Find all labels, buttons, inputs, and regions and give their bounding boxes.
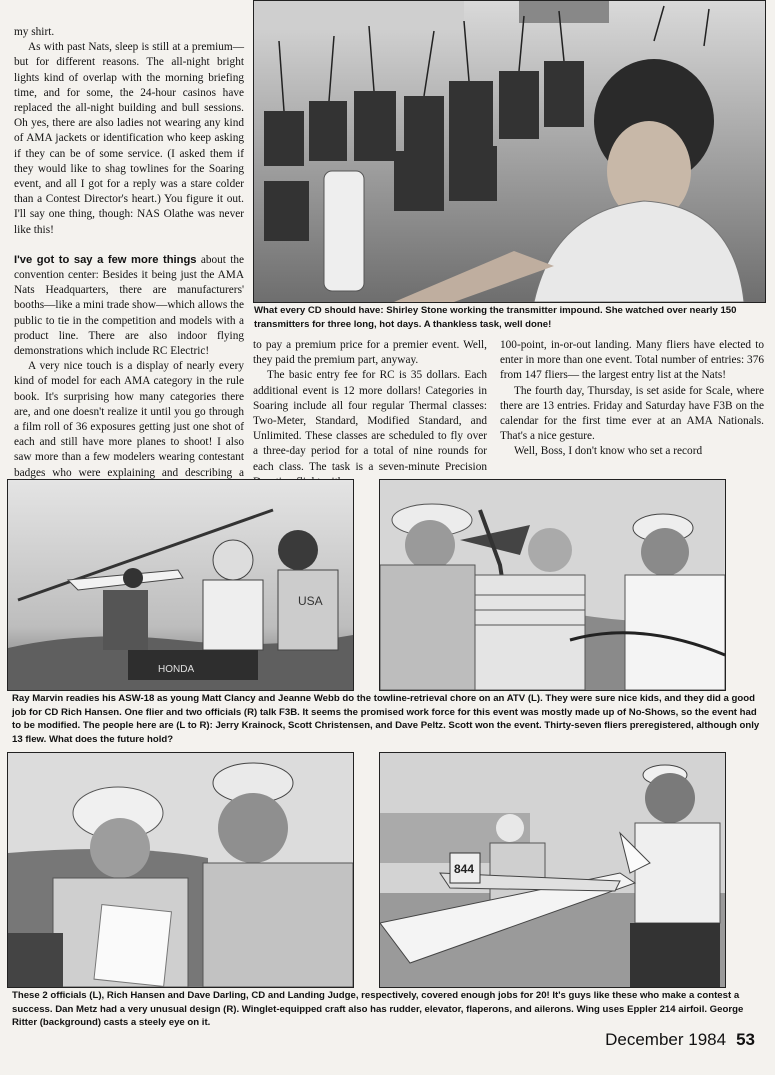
paragraph: A very nice touch is a display of nearly every kind of model for each AMA category in the rule book. It's surprising how many categories there are, and one doesn't realize it until you go through a film roll of 36 exposures getting just one shot of each and still have more planes to shoot! I also saw more than a few modelers wearing contestant badges who were explaining and describing a xyxy=(14,360,244,479)
photo-two-officials-image xyxy=(8,753,353,987)
issue-date: December 1984 xyxy=(605,1030,727,1049)
caption-top: What every CD should have: Shirley Stone working the transmitter impound. She watched over nearly 150 transmitters for three long, hot days. A thankless task, well done! xyxy=(254,305,737,330)
paragraph-lead: I've got to say a few more things xyxy=(14,253,197,266)
paragraph xyxy=(14,253,244,359)
photo-shirt-text: USA xyxy=(298,594,323,608)
article-column-3 xyxy=(500,338,764,460)
photo-atv-towline xyxy=(7,479,354,691)
photo-transmitter-impound xyxy=(253,0,766,303)
photo-winglet-glider xyxy=(379,752,726,988)
paragraph: 100-point, in-or-out landing. Many fliers have elected to enter in more than one event. Total number of entries: 376 from 147 fliers— the largest entry list at the Nats! xyxy=(500,339,764,382)
paragraph: to pay a premium price for a premier event. Well, they paid the premium part, anyway. xyxy=(253,339,487,367)
paragraph: The fourth day, Thursday, is set aside for Scale, where there are 13 entries. Friday and Saturday have F3B on the calendar for the first time ever at an AMA Nationals. That's a nice gesture. xyxy=(500,384,764,443)
paragraph: The basic entry fee for RC is 35 dollars. Each additional event is 12 more dollars! Categories in Soaring include all four regular Thermal classes: Two-Meter, Standard, Modified Standard, and Unlimited. These classes are scheduled to fly over a three-day period for a total of nine rounds for each class. The task is a seven-minute Precision xyxy=(253,369,487,473)
caption-middle: Ray Marvin readies his ASW-18 as young Matt Clancy and Jeanne Webb do the towline-retrieval chore on an ATV (L). They were sure nice kids, and they did a good job for CD Rich Hansen. One flier and two officials (R) talk F3B. It seems the promised work force for this event was mostly made up of No-Shows, so the event had to be modified. The people here are (L to R): Jerry Krainock, Scott Christensen, and Dave Peltz. Scott won the event. Thirty-seven fliers preregistered, although only 13 flew. What does the future hold? xyxy=(12,693,760,745)
paragraph: my shirt. xyxy=(14,26,55,38)
photo-atv-towline-image xyxy=(8,480,353,690)
photo-atv-brand: HONDA xyxy=(158,664,195,675)
photo-f3b-talk xyxy=(379,479,726,691)
page-number: 53 xyxy=(736,1030,755,1049)
photo-two-officials xyxy=(7,752,354,988)
photo-glider-number: 844 xyxy=(454,862,475,876)
page-footer xyxy=(605,1030,755,1050)
paragraph: As with past Nats, sleep is still at a premium—but for different reasons. The all-night bright lights kind of overlap with the morning briefing time, and for some, the 24-hour casinos have replaced the all-night building and bull sessions. Oh yes, there are also ladies not wearing any kind of AMA jackets or identification who keep asking if they can be of some service. (I asked them if they would like to shag towlines for the Soaring event, and all I got for a reply was a stare colder than a Contest Director's heart.) You figure it out. I'll say one thing, though: NAS Olathe was never like this! xyxy=(14,41,244,236)
article-column-2 xyxy=(253,338,487,490)
photo-f3b-talk-image xyxy=(380,480,725,690)
paragraph: Well, Boss, I don't know who set a record xyxy=(514,445,703,458)
caption-bottom: These 2 officials (L), Rich Hansen and Dave Darling, CD and Landing Judge, respectively, covered enough jobs for 20! It's guys like these who make a contest a success. Dan Metz had a very unusual design (R). Winglet-equipped craft also has rudder, elevator, flaperons, and ailerons. Wing uses Eppler 214 airfoil. George Ritter (background) casts a steely eye on it. xyxy=(12,990,744,1029)
photo-winglet-glider-image xyxy=(380,753,725,987)
article-column-1 xyxy=(14,25,244,557)
paragraph-text: about the convention center: Besides it being just the AMA Nats Headquarters, there are manufacturers' booths—like a mini trade show—which allows the public to tie in the competition and models with a product line. There are also indoor flying demonstrations which include RC Electric! xyxy=(14,253,244,358)
photo-transmitter-impound-image xyxy=(254,1,765,302)
